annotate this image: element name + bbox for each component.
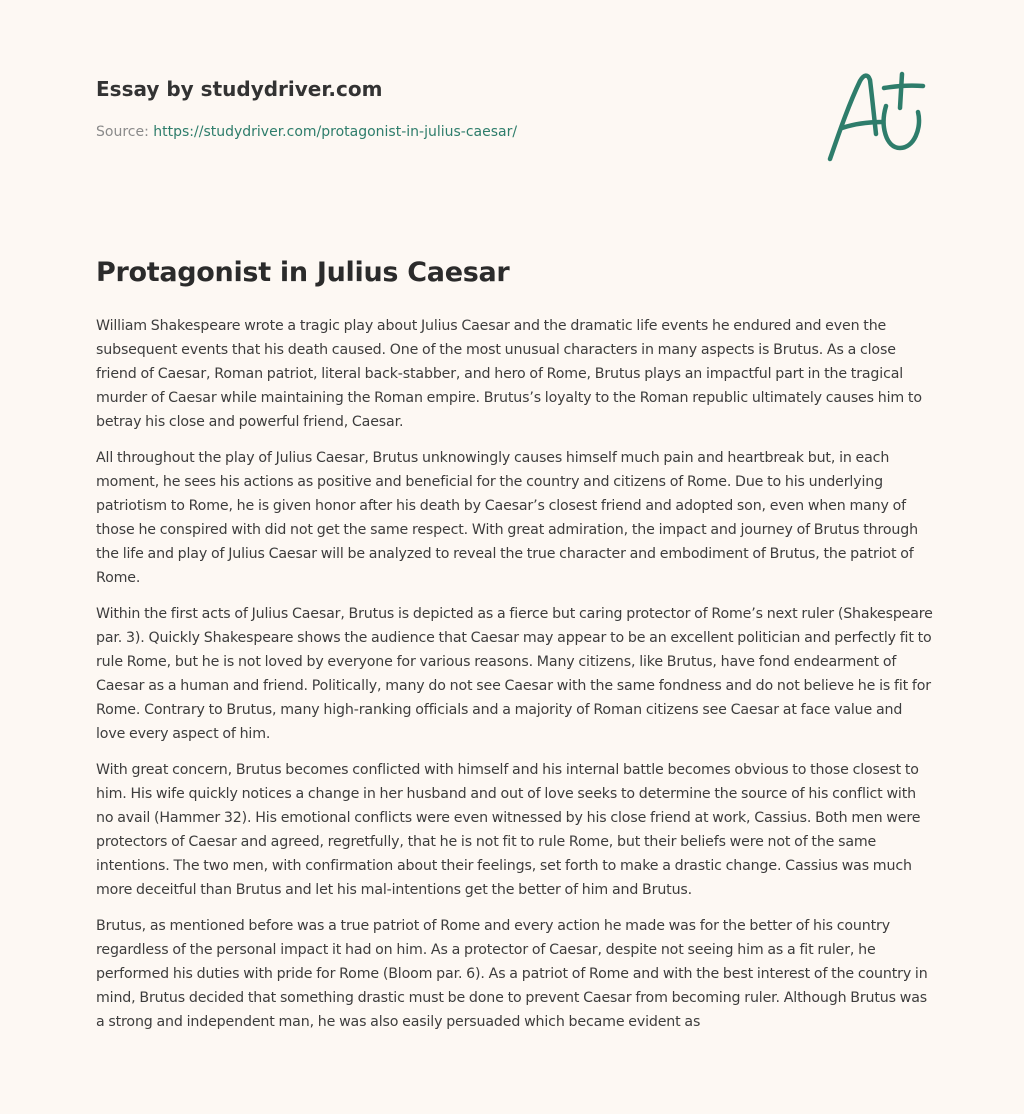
essay-paragraph: William Shakespeare wrote a tragic play about Julius Caesar and the dramatic life events he endured and even the subsequent events that his death caused. One of the most unusual characters in many aspects is Brutus. As a close friend of Caesar, Roman patriot, literal back-stabber, and hero of Rome, Brutus plays an impactful part in the tragical murder of Caesar while maintaining the Roman empire. Brutus’s loyalty to the Roman republic ultimately causes him to betray his close and powerful friend, Caesar. — [96, 318, 922, 430]
essay-paragraph: All throughout the play of Julius Caesar, Brutus unknowingly causes himself much pain and heartbreak but, in each moment, he sees his actions as positive and beneficial for the country and citizens of Rome. Due to his underlying patriotism to Rome, he is given honor after his death by Caesar’s closest friend and adopted son, even when many of those he conspired with did not get the same respect. With great admiration, the impact and journey of Brutus through the life and play of Julius Caesar will be analyzed to reveal the true character and embodiment of Brutus, the patriot of Rome. — [96, 450, 918, 586]
brand-title: Essay by studydriver.com — [96, 77, 383, 101]
source-label: Source: — [96, 124, 149, 140]
essay-paragraph: With great concern, Brutus becomes conflicted with himself and his internal battle becomes obvious to those closest to him. His wife quickly notices a change in her husband and out of love seeks to determine the source of his conflict with no avail (Hammer 32). His emotional conflicts were even witnessed by his close friend at work, Cassius. Both men were protectors of Caesar and agreed, regretfully, that he is not fit to rule Rome, but their beliefs were not of the same intentions. The two men, with confirmation about their feelings, set forth to make a drastic change. Cassius was much more deceitful than Brutus and let his mal-intentions get the better of him and Brutus. — [96, 762, 921, 898]
source-link[interactable]: https://studydriver.com/protagonist-in-julius-caesar/ — [153, 124, 518, 140]
essay-paragraph: Within the first acts of Julius Caesar, Brutus is depicted as a fierce but caring protector of Rome’s next ruler (Shakespeare par. 3). Quickly Shakespeare shows the audience that Caesar may appear to be an excellent politician and perfectly fit to rule Rome, but he is not loved by everyone for various reasons. Many citizens, like Brutus, have fond endearment of Caesar as a human and friend. Politically, many do not see Caesar with the same fondness and do not believe he is fit for Rome. Contrary to Brutus, many high-ranking officials and a majority of Roman citizens see Caesar at face value and love every aspect of him. — [96, 606, 933, 742]
a-plus-grade-icon — [820, 66, 930, 166]
page-header — [96, 74, 796, 142]
source-line — [96, 122, 796, 142]
essay-title: Protagonist in Julius Caesar — [96, 257, 510, 288]
essay-paragraph: Brutus, as mentioned before was a true patriot of Rome and every action he made was for the better of his country regardless of the personal impact it had on him. As a protector of Caesar, despite not seeing him as a fit ruler, he performed his duties with pride for Rome (Bloom par. 6). As a patriot of Rome and with the best interest of the country in mind, Brutus decided that something drastic must be done to prevent Caesar from becoming ruler. Although Brutus was a strong and independent man, he was also easily persuaded which became evident as — [96, 918, 928, 1030]
essay-body — [96, 314, 934, 1046]
